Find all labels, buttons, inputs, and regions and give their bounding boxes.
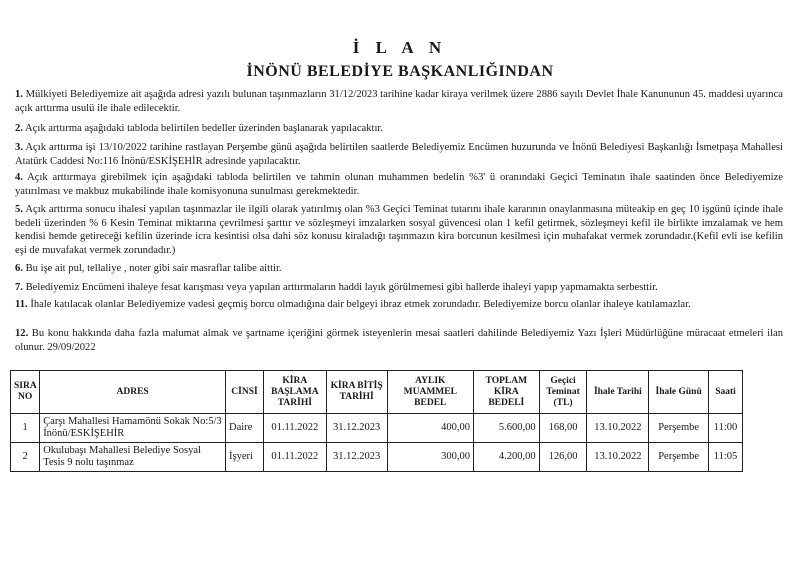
col-saati: Saati <box>709 371 743 414</box>
item-6: 6. Bu işe ait pul, tellaliye , noter gibi sair masraflar talibe aittir. <box>15 263 282 274</box>
cell-teminat: 168,00 <box>539 414 587 443</box>
item-7: 7. Belediyemiz Encümeni ihaleye fesat karışması veya yapılan arttırmaların haddi layık görülmemesi gibi hallerde ihaleyi yapıp yapmamakta serbesttir. <box>15 282 658 293</box>
cell-toplam: 5.600,00 <box>473 414 539 443</box>
col-teminat: Geçici Teminat (TL) <box>539 371 587 414</box>
item-4: 4. Açık arttırmaya girebilmek için aşağıdaki tabloda belirtilen ve tahmin olunan muhammen bedelin %3' ü oranındaki Geçici Teminatın ihale saatinden önce Belediyemize yatırılması ve makbuz mukabilinde ihale komisyonuna sunulması gerekmektedir. <box>15 172 783 197</box>
col-muammel: AYLIK MUAMMEL BEDEL <box>387 371 473 414</box>
cell-bitis: 31.12.2023 <box>326 443 387 472</box>
col-cinsi: CİNSİ <box>226 371 264 414</box>
col-adres: ADRES <box>40 371 226 414</box>
cell-adres: Çarşı Mahallesi Hamamönü Sokak No:5/3 İnönü/ESKİŞEHİR <box>40 414 226 443</box>
col-toplam: TOPLAM KİRA BEDELİ <box>473 371 539 414</box>
cell-sira: 2 <box>11 443 40 472</box>
cell-muammel: 300,00 <box>387 443 473 472</box>
cell-cinsi: İşyeri <box>226 443 264 472</box>
table-header-row <box>11 371 743 414</box>
item-5: 5. Açık arttırma sonucu ihalesi yapılan taşınmazlar ile ilgili olarak yatırılmış olan %3 Geçici Teminat tutarını ihale kararının onaylanmasına müteakip en geç 10 işgünü içinde ihale bedeli üzerinden % 6 Kesin Teminat miktarına çevrilmesi şarttır ve sözleşmeyi imzalarken sosyal güvencesi olan 1 kefil getirmek, sözleşmeyi kefil ile birlikte imzalamak ve hem kendisi hemde getireceği kefilin üzerinde icra kesintisi olsa dahi söz konusu kiraladığı taşınmazın kira borcunun kesilmesi için muhafakat vermek zorundadır.(Kefil evli ise kefilin eşi de muvafakat vermek zorundadır.) <box>15 204 783 256</box>
cell-ihale-tarihi: 13.10.2022 <box>587 414 649 443</box>
cell-bitis: 31.12.2023 <box>326 414 387 443</box>
item-12: 12. Bu konu hakkında daha fazla malumat almak ve şartname içeriğini görmek isteyenlerin mesai saatleri dahilinde Belediyemiz Yazı İşleri Müdürlüğüne müracaat etmeleri ilan olunur. 29/09/2022 <box>15 328 783 353</box>
col-ihale-gunu: İhale Günü <box>649 371 709 414</box>
issuer-heading: İNÖNÜ BELEDİYE BAŞKANLIĞINDAN <box>246 63 554 80</box>
cell-baslama: 01.11.2022 <box>263 414 326 443</box>
item-11: 11. İhale katılacak olanlar Belediyemize vadesi geçmiş borcu olmadığına dair belgeyi ibraz etmek zorundadır. Belediyemize borcu olanlar ihaleye katılamazlar. <box>15 299 691 310</box>
col-bitis: KİRA BİTİŞ TARİHİ <box>326 371 387 414</box>
cell-saati: 11:05 <box>709 443 743 472</box>
cell-ihale-tarihi: 13.10.2022 <box>587 443 649 472</box>
cell-teminat: 126,00 <box>539 443 587 472</box>
item-3: 3. Açık arttırma işi 13/10/2022 tarihine rastlayan Perşembe günü aşağıda belirtilen saatlerde Belediyemiz Encümen huzurunda ve İnönü Belediyesi Başkanlığı İsmetpaşa Mahallesi Atatürk Caddesi No:116 İnönü/ESKİŞEHİR adresinde yapılacaktır. <box>15 142 783 167</box>
cell-toplam: 4.200,00 <box>473 443 539 472</box>
cell-cinsi: Daire <box>226 414 264 443</box>
col-ihale-tarihi: İhale Tarihi <box>587 371 649 414</box>
cell-saati: 11:00 <box>709 414 743 443</box>
rental-table <box>10 370 743 472</box>
table-row <box>11 443 743 472</box>
cell-ihale-gunu: Perşembe <box>649 443 709 472</box>
item-1: 1. Mülkiyeti Belediyemize ait aşağıda adresi yazılı bulunan taşınmazların 31/12/2023 tarihine kadar kiraya verilmek üzere 2886 sayılı Devlet İhale Kanununun 45. maddesi uyarınca açık arttırma usulü ile ihale edilecektir. <box>15 89 783 114</box>
cell-muammel: 400,00 <box>387 414 473 443</box>
item-2: 2. Açık arttırma aşağıdaki tabloda belirtilen bedeller üzerinden başlanarak yapılacaktır. <box>15 123 384 134</box>
cell-adres: Okulubaşı Mahallesi Belediye Sosyal Tesis 9 nolu taşınmaz <box>40 443 226 472</box>
col-sira: SIRA NO <box>11 371 40 414</box>
cell-ihale-gunu: Perşembe <box>649 414 709 443</box>
table-row <box>11 414 743 443</box>
notice-title: İ L A N <box>352 38 448 57</box>
cell-baslama: 01.11.2022 <box>263 443 326 472</box>
cell-sira: 1 <box>11 414 40 443</box>
col-baslama: KİRA BAŞLAMA TARİHİ <box>263 371 326 414</box>
